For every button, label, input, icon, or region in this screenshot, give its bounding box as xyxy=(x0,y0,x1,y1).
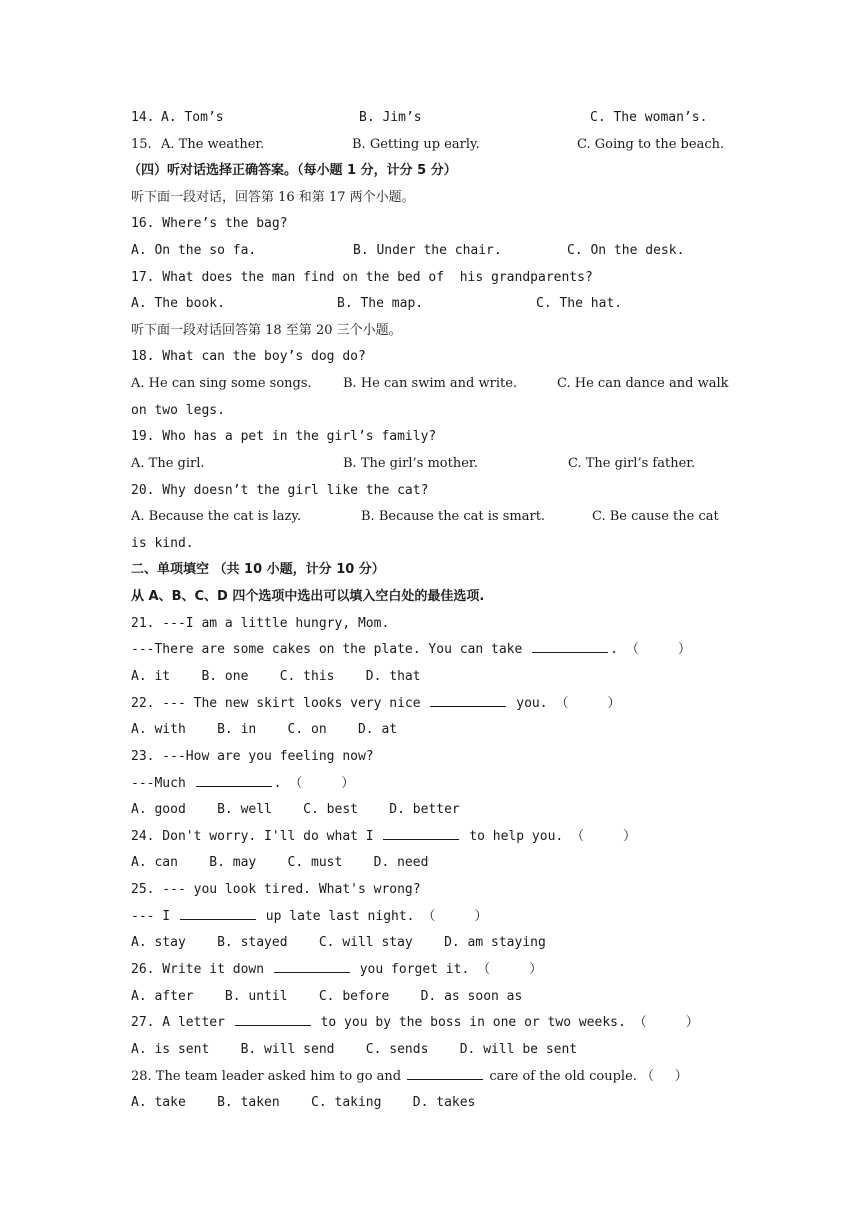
q21-line-2 xyxy=(131,639,691,661)
q25-text-before: --- I xyxy=(131,909,171,924)
q14-option-c: C. The woman’s. xyxy=(590,110,708,125)
section-4-heading: （四）听对话选择正确答案。（每小题 1 分，计分 5 分） xyxy=(128,163,457,178)
answer-blank[interactable] xyxy=(430,693,506,707)
q27-text-before: 27. A letter xyxy=(131,1015,225,1030)
q27-line-1 xyxy=(131,1012,699,1034)
q21-line-1: 21. ---I am a little hungry, Mom. xyxy=(131,616,390,631)
q19-stem: 19. Who has a pet in the girl’s family? xyxy=(131,429,437,444)
q28-line-1 xyxy=(131,1066,688,1088)
q15-option-c: C. Going to the beach. xyxy=(577,137,725,152)
q18-option-b: B. He can swim and write. xyxy=(343,376,518,391)
q26-text-after: you forget it. （ ） xyxy=(359,962,543,977)
q18-option-c-continued: on two legs. xyxy=(131,403,225,418)
part-2-heading: 二、单项填空 （共 10 小题，计分 10 分） xyxy=(131,562,385,577)
q22-text-before: 22. --- The new skirt looks very nice xyxy=(131,696,421,711)
answer-blank[interactable] xyxy=(383,826,459,840)
q20-options xyxy=(131,506,751,528)
q24-text-before: 24. Don't worry. I'll do what I xyxy=(131,829,374,844)
q17-option-b: B. The map. xyxy=(337,296,424,311)
q25-line-2 xyxy=(131,906,487,928)
q16-option-a: A. On the so fa. xyxy=(131,243,257,258)
answer-blank[interactable] xyxy=(180,906,256,920)
q17-option-a: A. The book. xyxy=(131,296,225,311)
q14-options xyxy=(131,107,751,129)
instruction-q18-20: 听下面一段对话回答第 18 至第 20 三个小题。 xyxy=(131,323,402,338)
answer-blank[interactable] xyxy=(196,773,272,787)
q14-option-b: B. Jim’s xyxy=(359,110,422,125)
q24-options: A. can B. may C. must D. need xyxy=(131,855,429,870)
q15-options xyxy=(131,134,751,156)
q22-line-1 xyxy=(131,693,621,715)
q16-option-b: B. Under the chair. xyxy=(353,243,502,258)
q23-text-before: ---Much xyxy=(131,776,186,791)
answer-blank[interactable] xyxy=(235,1012,311,1026)
q17-stem: 17. What does the man find on the bed of his grandparents? xyxy=(131,270,593,285)
q21-text-after: . （ ） xyxy=(610,642,691,657)
q18-options xyxy=(131,373,751,395)
q21-text-before: ---There are some cakes on the plate. You can take xyxy=(131,642,523,657)
q25-options: A. stay B. stayed C. will stay D. am staying xyxy=(131,935,546,950)
part-2-instruction: 从 A、B、C、D 四个选项中选出可以填入空白处的最佳选项. xyxy=(131,589,485,604)
q20-option-c: C. Be cause the cat xyxy=(592,509,719,524)
q20-option-a: A. Because the cat is lazy. xyxy=(131,509,302,524)
q22-options: A. with B. in C. on D. at xyxy=(131,722,398,737)
q20-option-b: B. Because the cat is smart. xyxy=(361,509,546,524)
q17-option-c: C. The hat. xyxy=(536,296,623,311)
q20-option-c-continued: is kind. xyxy=(131,536,194,551)
q16-option-c: C. On the desk. xyxy=(567,243,685,258)
q26-options: A. after B. until C. before D. as soon as xyxy=(131,989,523,1004)
q16-stem: 16. Where’s the bag? xyxy=(131,216,288,231)
q14-option-a: 14. xyxy=(131,110,155,125)
q16-options xyxy=(131,240,751,262)
q23-line-2 xyxy=(131,773,354,795)
q25-text-after: up late last night. （ ） xyxy=(265,909,488,924)
instruction-q16-17: 听下面一段对话，回答第 16 和第 17 两个小题。 xyxy=(131,190,415,205)
q18-stem: 18. What can the boy’s dog do? xyxy=(131,349,366,364)
q28-text-after: care of the old couple. （ ） xyxy=(489,1069,688,1084)
q27-text-after: to you by the boss in one or two weeks. （ ） xyxy=(320,1015,699,1030)
q15-option-a: A. The weather. xyxy=(161,137,265,152)
q28-options: A. take B. taken C. taking D. takes xyxy=(131,1095,476,1110)
q19-options xyxy=(131,453,751,475)
q26-line-1 xyxy=(131,959,542,981)
q22-text-after: you. （ ） xyxy=(516,696,621,711)
q19-option-a: A. The girl. xyxy=(131,456,205,471)
q25-line-1: 25. --- you look tired. What's wrong? xyxy=(131,882,421,897)
q20-stem: 20. Why doesn’t the girl like the cat? xyxy=(131,483,429,498)
answer-blank[interactable] xyxy=(274,959,350,973)
q26-text-before: 26. Write it down xyxy=(131,962,265,977)
answer-blank[interactable] xyxy=(407,1066,483,1080)
q24-text-after: to help you. （ ） xyxy=(469,829,637,844)
q18-option-c: C. He can dance and walk xyxy=(557,376,729,391)
q18-option-a: A. He can sing some songs. xyxy=(131,376,312,391)
answer-blank[interactable] xyxy=(532,639,608,653)
q14-option-a-text: A. Tom’s xyxy=(161,110,224,125)
q27-options: A. is sent B. will send C. sends D. will be sent xyxy=(131,1042,578,1057)
q15-option-b: B. Getting up early. xyxy=(352,137,480,152)
q23-options: A. good B. well C. best D. better xyxy=(131,802,460,817)
q28-text-before: 28. The team leader asked him to go and xyxy=(131,1069,402,1084)
q23-text-after: . （ ） xyxy=(273,776,355,791)
q17-options xyxy=(131,293,751,315)
q23-line-1: 23. ---How are you feeling now? xyxy=(131,749,374,764)
q15-number: 15. xyxy=(131,137,152,152)
q19-option-c: C. The girl’s father. xyxy=(568,456,696,471)
q24-line-1 xyxy=(131,826,636,848)
q21-options: A. it B. one C. this D. that xyxy=(131,669,421,684)
q19-option-b: B. The girl’s mother. xyxy=(343,456,478,471)
